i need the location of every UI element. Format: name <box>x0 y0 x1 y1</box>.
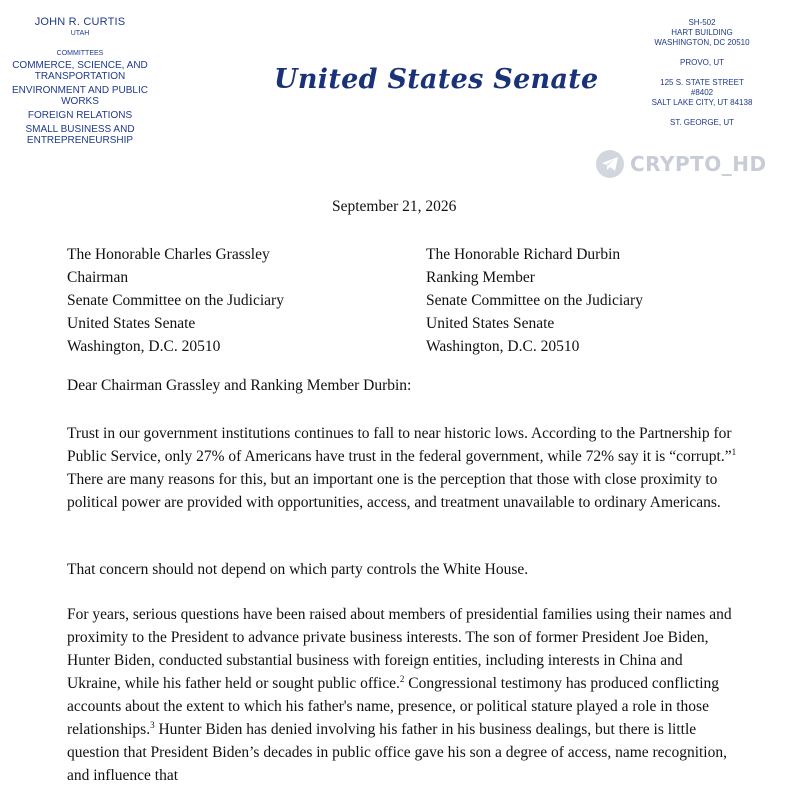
letter-date: September 21, 2026 <box>332 198 457 215</box>
provo-office: PROVO, UT <box>679 58 724 67</box>
recipient-address-right <box>426 243 643 358</box>
letterhead-right <box>642 18 762 138</box>
address-line: Washington, D.C. 20510 <box>67 338 221 355</box>
committee-item: FOREIGN RELATIONS <box>27 110 133 121</box>
committees-label: COMMITTEES <box>56 50 104 57</box>
footnote-marker: 3 <box>150 719 155 730</box>
paragraph-text: Congressional testimony has produced conflicting accounts about the extent to which his father's name, presence, or political stature played a role in those relationships. <box>67 675 720 738</box>
address-line: SH-502 <box>688 18 716 27</box>
address-line: #8402 <box>690 88 714 97</box>
st-george-office: ST. GEORGE, UT <box>669 118 734 127</box>
letterhead-left <box>10 16 150 149</box>
address-line: Washington, D.C. 20510 <box>426 338 580 355</box>
address-line: United States Senate <box>67 315 196 332</box>
senator-state: UTAH <box>70 30 90 37</box>
watermark-text: CRYPTO_HD <box>630 152 767 176</box>
committee-item: SMALL BUSINESS AND ENTREPRENEURSHIP <box>25 124 135 146</box>
body-paragraph-1 <box>67 422 737 514</box>
letterhead-title: United States Senate <box>274 64 599 95</box>
salutation: Dear Chairman Grassley and Ranking Member Durbin: <box>67 377 412 394</box>
address-line: Senate Committee on the Judiciary <box>67 292 284 309</box>
telegram-icon <box>596 150 624 178</box>
address-line: 125 S. STATE STREET <box>660 78 744 87</box>
slc-office-address <box>642 78 762 108</box>
address-line: United States Senate <box>426 315 555 332</box>
address-line: HART BUILDING <box>671 28 733 37</box>
address-line: SALT LAKE CITY, UT 84138 <box>651 98 753 107</box>
watermark <box>596 150 767 178</box>
address-line: Senate Committee on the Judiciary <box>426 292 643 309</box>
recipient-address-left <box>67 243 284 358</box>
body-paragraph-3 <box>67 603 737 787</box>
address-line: Ranking Member <box>426 269 535 286</box>
senator-name: JOHN R. CURTIS <box>34 16 126 28</box>
address-line: WASHINGTON, DC 20510 <box>654 38 750 47</box>
footnote-marker: 2 <box>399 673 405 684</box>
address-line: The Honorable Richard Durbin <box>426 246 621 263</box>
paragraph-text: For years, serious questions have been raised about members of presidential families using their names and proximity to the President to advance private business interests. The son of former President Joe Biden, Hunter Biden, conducted substantial business with foreign entities, including interests in China and Ukraine, while his father held or sought public office. <box>67 606 732 692</box>
paragraph-text: Hunter Biden has denied involving his father in his business dealings, but there is little question that President Biden’s decades in public office gave his son a degree of access, name recognition, and influence that <box>67 721 727 784</box>
dc-office-address <box>642 18 762 48</box>
paragraph-text: Trust in our government institutions continues to fall to near historic lows. According to the Partnership for Public Service, only 27% of Americans have trust in the federal government, while 72% say it is “corrupt.” <box>67 425 732 465</box>
paragraph-text: There are many reasons for this, but an important one is the perception that those with close proximity to political power are provided with opportunities, access, and treatment unavailable to ordinary Americans. <box>67 471 721 511</box>
footnote-marker: 1 <box>731 446 737 457</box>
address-line: Chairman <box>67 269 129 286</box>
address-line: The Honorable Charles Grassley <box>67 246 270 263</box>
committee-item: COMMERCE, SCIENCE, AND TRANSPORTATION <box>12 60 148 82</box>
committee-item: ENVIRONMENT AND PUBLIC WORKS <box>12 85 148 107</box>
body-paragraph-2: That concern should not depend on which party controls the White House. <box>67 561 529 578</box>
